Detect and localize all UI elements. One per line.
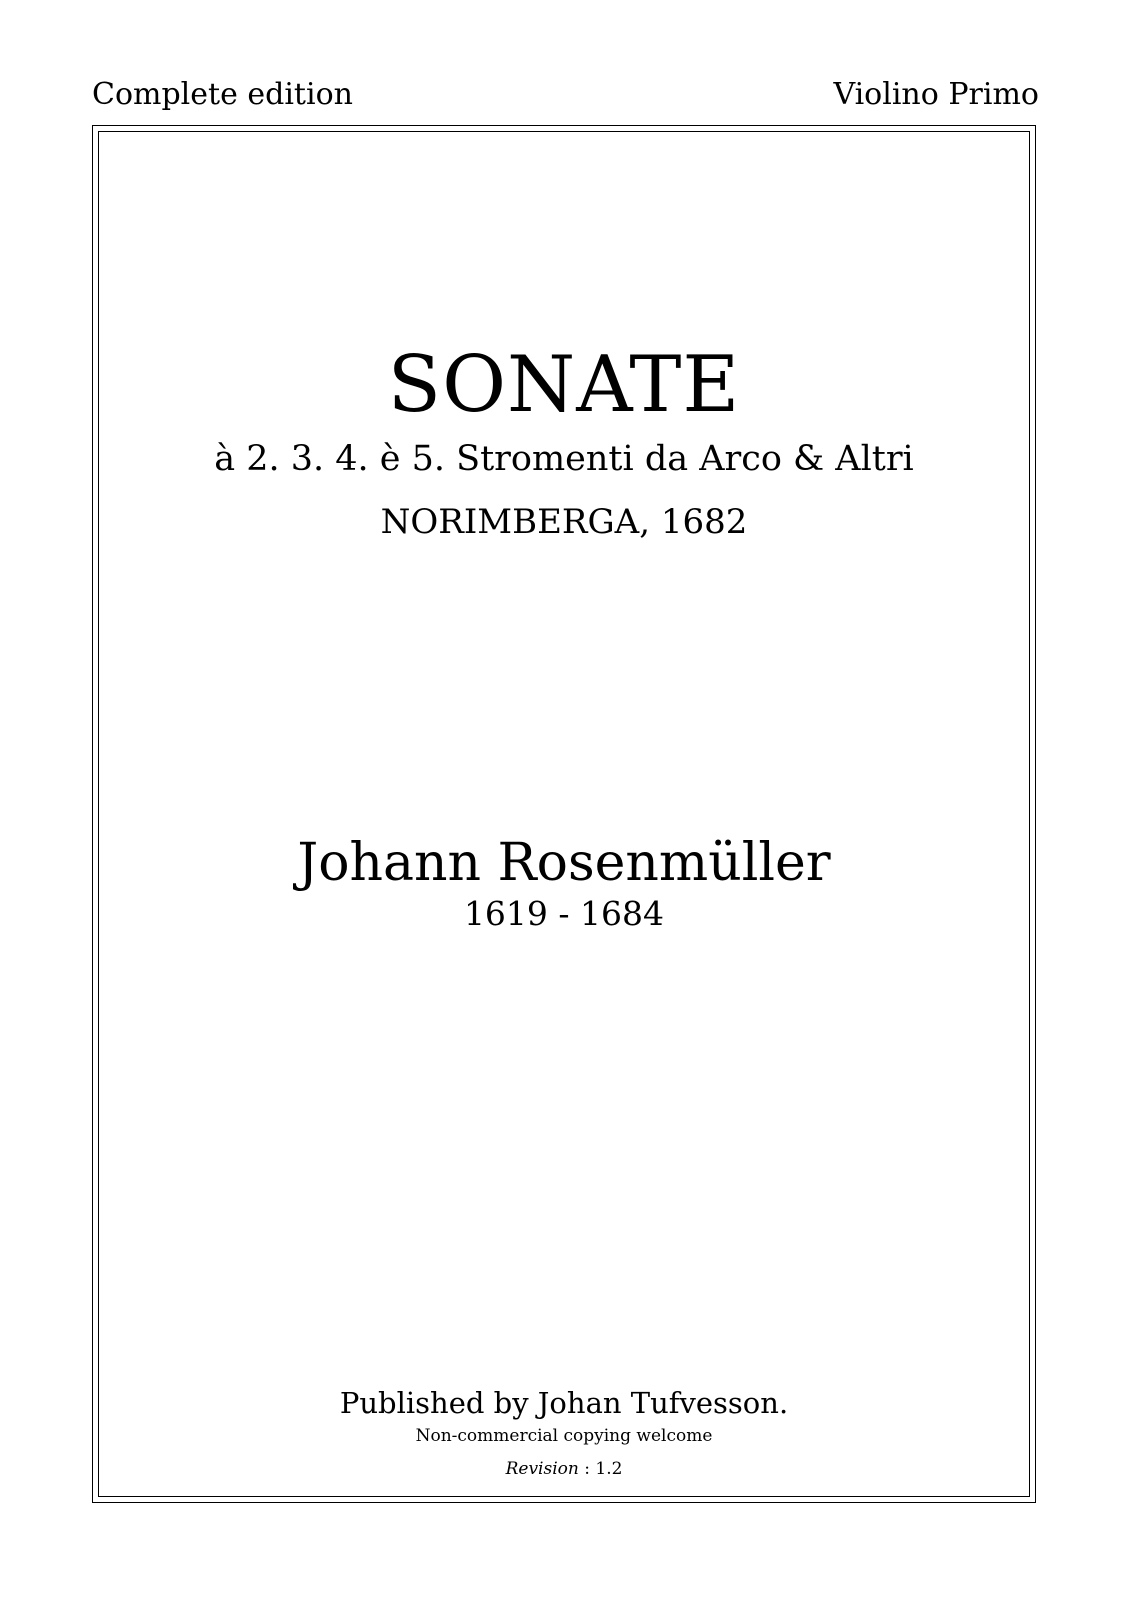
revision-value: 1.2 [595, 1459, 623, 1479]
revision-line [92, 1458, 1036, 1480]
revision-label: Revision [505, 1459, 579, 1479]
composer-lifespan: 1619 - 1684 [463, 894, 665, 933]
publisher-line: Published by Johan Tufvesson. [339, 1386, 789, 1420]
page-subtitle: à 2. 3. 4. è 5. Stromenti da Arco & Altri [214, 439, 914, 479]
copying-note: Non-commercial copying welcome [415, 1426, 713, 1446]
edition-label: Complete edition [92, 77, 353, 112]
revision-separator: : [578, 1459, 596, 1479]
part-name: Violino Primo [833, 77, 1039, 112]
publication-place-year: NORIMBERGA, 1682 [380, 502, 748, 542]
page-frame-inner [98, 131, 1030, 1497]
page-title: SONATE [387, 340, 741, 430]
composer-name: Johann Rosenmüller [297, 833, 831, 893]
